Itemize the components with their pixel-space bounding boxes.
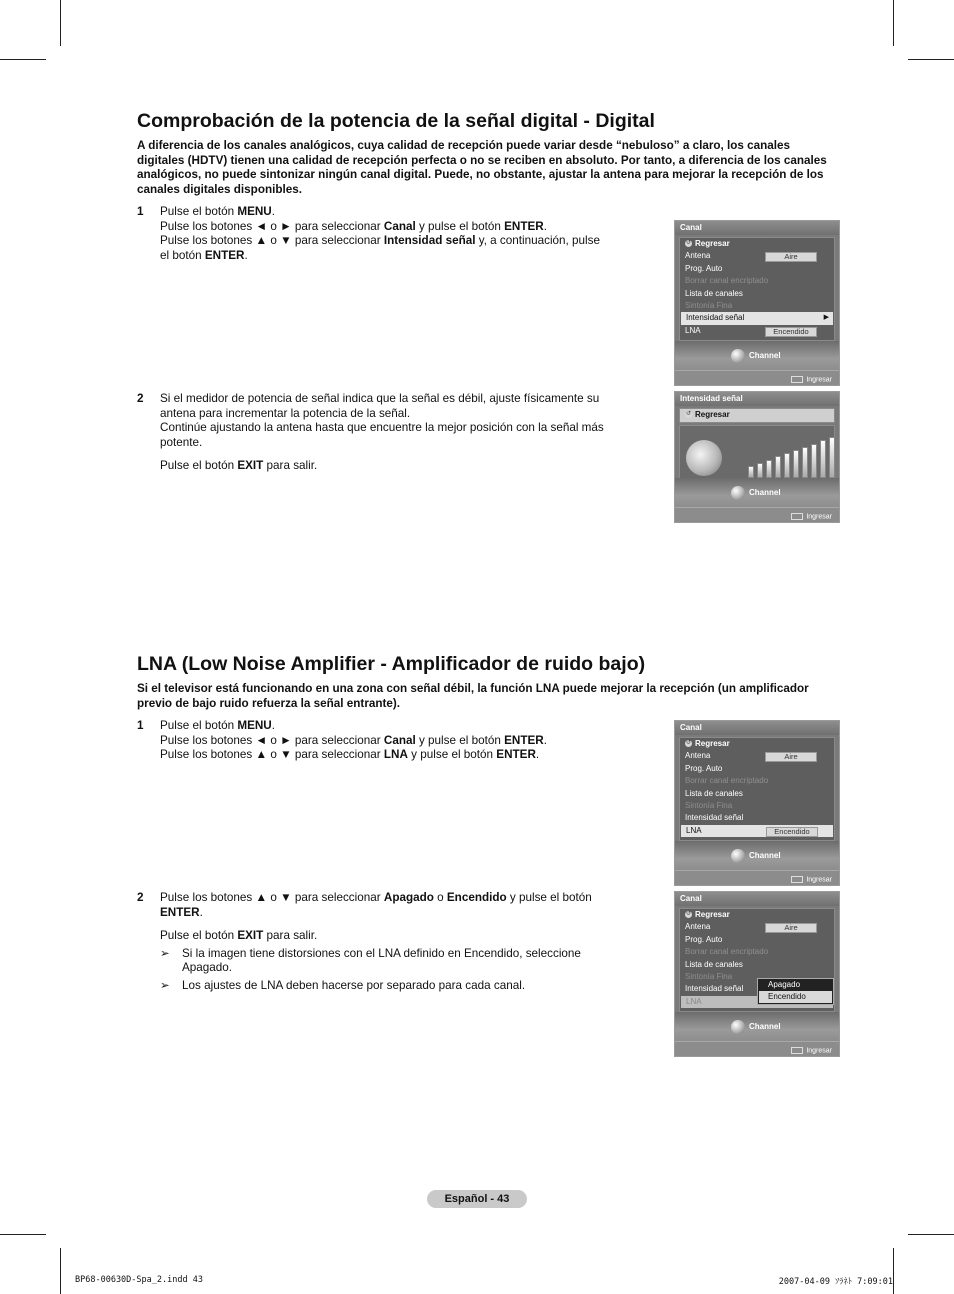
section2-step2 [137,891,617,994]
osd-panel [679,237,835,341]
step-number: 2 [137,891,144,904]
osd-item-lna[interactable]: LNA [681,996,833,1008]
osd-item-antena[interactable]: Antena Aire [680,250,834,262]
signal-bar [829,437,835,478]
lna-dropdown [757,978,834,1005]
channel-label: Channel [731,849,781,863]
osd-item-intensidad[interactable]: Intensidad señal [685,984,744,994]
enter-key-icon [791,513,803,520]
dish-icon [731,849,745,863]
osd-item-intensidad[interactable]: Intensidad señal ▶ [681,312,833,324]
osd-title: Canal [675,721,839,735]
step-line: Pulse el botón EXIT para salir. [160,459,318,473]
osd-item-prog-auto[interactable]: Prog. Auto [685,263,723,273]
ingresar-hint: Ingresar [791,1047,832,1054]
osd-item-regresar[interactable]: ↺ Regresar [685,239,730,248]
return-icon: ↺ [685,740,692,747]
signal-bar [775,456,781,478]
osd-title: Canal [675,221,839,235]
ingresar-hint: Ingresar [791,513,832,520]
osd-item-sintonia: Sintonía Fina [685,800,733,810]
osd-footer [675,841,839,885]
osd-item-antena[interactable]: Antena Aire [680,750,834,762]
osd-item-borrar: Borrar canal encriptado [685,947,769,957]
signal-bar [748,466,754,478]
crop-mark [0,59,46,60]
osd-item-lna[interactable]: LNA Encendido [680,325,834,337]
signal-bar [820,440,826,478]
signal-bar [784,453,790,478]
crop-mark [893,1248,894,1294]
osd-title: Canal [675,892,839,906]
crop-mark [908,59,954,60]
section1-intro: A diferencia de los canales analógicos, cuya calidad de recepción puede variar desde “nebuloso” a claro, los canales digitales (HDTV) tienen una calidad de recepción perfecta o no se reciben en absoluto. Por tanto, a diferencia de los canales analógicos, no puede sintonizar ningún canal digital. Puede, no obstante, ajustar la antena para mejorar la recepción de los canales digitales disponibles. [137,139,827,196]
osd-footer [675,1012,839,1056]
osd-footer [675,341,839,385]
signal-bar [757,463,763,478]
arrow-right-icon: ▶ [823,314,829,322]
osd-item-regresar[interactable]: ↺ Regresar [685,410,730,419]
signal-bars [748,438,835,478]
section1-step2 [137,392,617,474]
osd-canal-menu-lna [674,720,840,886]
osd-item-lista[interactable]: Lista de canales [685,788,743,798]
signal-bar [766,460,772,478]
crop-mark [893,0,894,46]
enter-key-icon [791,376,803,383]
osd-item-sintonia: Sintonía Fina [685,971,733,981]
channel-label: Channel [731,486,781,500]
step-line: Pulse los botones ◄ o ► para seleccionar Canal y pulse el botón ENTER. [160,733,547,747]
lna-value: Encendido [766,827,818,837]
lna-option-apagado[interactable]: Apagado [768,980,801,989]
osd-item-lna[interactable]: LNA Encendido [681,825,833,837]
return-icon: ↺ [685,911,692,918]
osd-item-antena[interactable]: Antena Aire [680,921,834,933]
dish-icon [731,486,745,500]
osd-item-lista[interactable]: Lista de canales [685,288,743,298]
osd-item-sintonia: Sintonía Fina [685,300,733,310]
return-icon: ↺ [685,411,692,418]
section1-step1 [137,205,617,263]
step-number: 2 [137,392,144,405]
note-arrow-icon: ➢ [160,978,170,992]
osd-title: Intensidad señal [675,392,839,406]
section2-title: LNA (Low Noise Amplifier - Amplificador de ruido bajo) [137,653,646,675]
step-line: Pulse los botones ▲ o ▼ para seleccionar Apagado o Encendido y pulse el botón ENTER. [160,891,592,919]
osd-panel [679,737,835,841]
page-number: Español - 43 [427,1190,527,1208]
slug-left: BP68-00630D-Spa_2.indd 43 [75,1275,203,1285]
antena-value: Aire [765,752,817,762]
note: ➢ Los ajustes de LNA deben hacerse por separado para cada canal. [160,978,526,992]
osd-item-lista[interactable]: Lista de canales [685,959,743,969]
crop-mark [60,1248,61,1294]
antena-value: Aire [765,923,817,933]
signal-bar [811,444,817,478]
ingresar-hint: Ingresar [791,376,832,383]
osd-item-regresar[interactable]: ↺ Regresar [685,739,730,748]
enter-key-icon [791,1047,803,1054]
ingresar-hint: Ingresar [791,876,832,883]
section2-step1 [137,719,617,763]
section2-intro: Si el televisor está funcionando en una zona con señal débil, la función LNA puede mejorar la recepción (un amplificador previo de bajo ruido refuerza la señal entrante). [137,682,809,710]
channel-label: Channel [731,349,781,363]
osd-panel [679,908,835,1012]
step-line: Pulse los botones ▲ o ▼ para seleccionar LNA y pulse el botón ENTER. [160,748,540,762]
dish-icon [731,1020,745,1034]
osd-item-prog-auto[interactable]: Prog. Auto [685,934,723,944]
step-number: 1 [137,719,144,732]
lna-option-encendido[interactable]: Encendido [759,991,832,1003]
osd-item-intensidad[interactable]: Intensidad señal [685,813,744,823]
enter-key-icon [791,876,803,883]
lna-value: Encendido [765,327,817,337]
section1-title: Comprobación de la potencia de la señal digital - Digital [137,110,655,132]
step-line: Pulse los botones ◄ o ► para seleccionar Canal y pulse el botón ENTER. [160,219,547,233]
crop-mark [908,1234,954,1235]
note: ➢ Si la imagen tiene distorsiones con el LNA definido en Encendido, seleccione Apagado. [160,946,581,975]
step-paragraph: Si el medidor de potencia de señal indica que la señal es débil, ajuste físicamente su antena para incrementar la potencia de la señal. [160,392,600,420]
osd-item-prog-auto[interactable]: Prog. Auto [685,763,723,773]
signal-bar [802,447,808,478]
osd-signal-strength [674,391,840,523]
satellite-dish-icon [686,440,722,476]
osd-footer [675,478,839,522]
step-line: Pulse el botón MENU. [160,719,275,732]
osd-item-borrar: Borrar canal encriptado [685,776,769,786]
osd-canal-menu-lna-popup [674,891,840,1057]
osd-panel [679,408,835,423]
antena-value: Aire [765,252,817,262]
dish-icon [731,349,745,363]
signal-bar [793,450,799,478]
step-paragraph: Continúe ajustando la antena hasta que encuentre la mejor posición con la señal más potente. [160,421,604,449]
step-line: Pulse el botón EXIT para salir. [160,929,318,943]
slug-right: 2007-04-09 ｿﾗﾈﾄ 7:09:01 [778,1277,893,1287]
step-number: 1 [137,205,144,218]
note-arrow-icon: ➢ [160,946,170,960]
crop-mark [60,0,61,46]
crop-mark [0,1234,46,1235]
return-icon: ↺ [685,240,692,247]
osd-canal-menu [674,220,840,386]
osd-item-regresar[interactable]: ↺ Regresar [685,910,730,919]
osd-item-borrar: Borrar canal encriptado [685,276,769,286]
step-line: Pulse el botón MENU. [160,205,275,218]
step-line: Pulse los botones ▲ o ▼ para seleccionar Intensidad señal y, a continuación, pulse el botón ENTER. [160,234,600,262]
channel-label: Channel [731,1020,781,1034]
